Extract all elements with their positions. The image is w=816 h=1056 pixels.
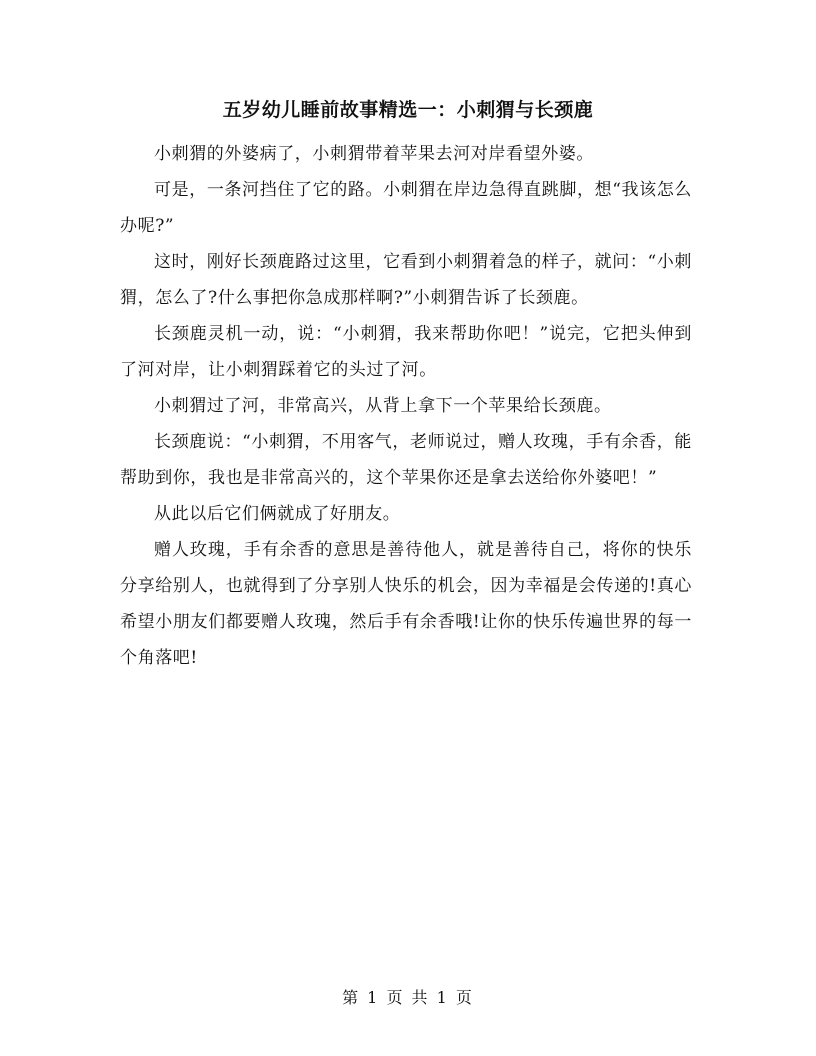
paragraph: 小刺猬的外婆病了，小刺猬带着苹果去河对岸看望外婆。: [154, 144, 594, 164]
paragraph: 长颈鹿灵机一动，说：“小刺猬，我来帮助你吧！”说完，它把头伸到了河对岸，让小刺猬踩着它的头过了河。: [120, 324, 692, 380]
paragraph: 这时，刚好长颈鹿路过这里，它看到小刺猬着急的样子，就问：“小刺猬，怎么了?什么事把你急成那样啊?”小刺猬告诉了长颈鹿。: [120, 252, 692, 308]
page-number-footer: 第 1 页 共 1 页: [342, 988, 474, 1007]
paragraph: 可是，一条河挡住了它的路。小刺猬在岸边急得直跳脚，想“我该怎么办呢?”: [120, 180, 692, 236]
paragraph: 小刺猬过了河，非常高兴，从背上拿下一个苹果给长颈鹿。: [154, 396, 612, 416]
paragraph: 赠人玫瑰，手有余香的意思是善待他人，就是善待自己，将你的快乐分享给别人，也就得到了分享别人快乐的机会，因为幸福是会传递的!真心希望小朋友们都要赠人玫瑰，然后手有余香哦!让你的快乐传遍世界的每一个角落吧!: [120, 540, 692, 668]
document-body: [120, 136, 692, 676]
paragraph: 长颈鹿说：“小刺猬，不用客气，老师说过，赠人玫瑰，手有余香，能帮助到你，我也是非常高兴的，这个苹果你还是拿去送给你外婆吧！”: [120, 432, 692, 488]
document-title: 五岁幼儿睡前故事精选一：小刺猬与长颈鹿: [222, 99, 594, 121]
paragraph: 从此以后它们俩就成了好朋友。: [154, 504, 401, 524]
